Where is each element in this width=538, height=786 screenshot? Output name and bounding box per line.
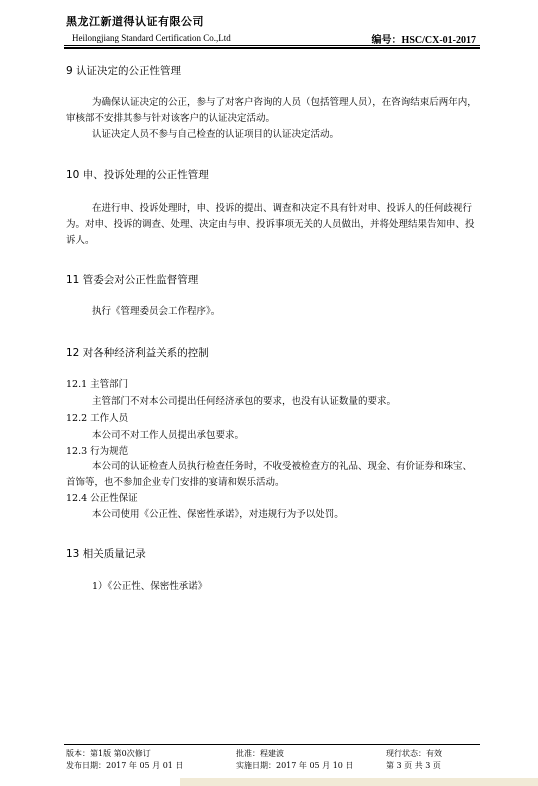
- section-12-3-title: 12.3 行为规范: [66, 446, 129, 457]
- document-code: 编号：HSC/CX-01-2017: [371, 35, 476, 46]
- section-11-heading: 11 管委会对公正性监督管理: [66, 274, 199, 286]
- section-12-1-text: 主管部门不对本公司提出任何经济承包的要求，也没有认证数量的要求。: [92, 396, 397, 407]
- footer-status: 现行状态：有效: [386, 749, 442, 758]
- section-10-paragraph-1: 在进行申、投诉处理时，申、投诉的提出、调查和决定不具有针对申、投诉人的任何歧视行为。对申、投诉的调查、处理、决定由与申、投诉事项无关的人员做出，并将处理结果告知申、投诉人。: [66, 203, 475, 246]
- page-bottom-band: [180, 778, 538, 786]
- company-name-zh: 黑龙江新道得认证有限公司: [66, 15, 204, 28]
- header-divider: [64, 45, 480, 46]
- section-12-4-text: 本公司使用《公正性、保密性承诺》，对违规行为予以处罚。: [92, 509, 344, 520]
- section-9-heading: 9 认证决定的公正性管理: [66, 65, 182, 77]
- section-13-heading: 13 相关质量记录: [66, 548, 146, 560]
- footer-page-number: 第 3 页 共 3 页: [386, 761, 441, 770]
- section-10-heading: 10 申、投诉处理的公正性管理: [66, 169, 209, 181]
- company-name-en: Heilongjiang Standard Certification Co.,Ltd: [72, 33, 231, 43]
- section-9-paragraph-1: 为确保认证决定的公正，参与了对客户咨询的人员（包括管理人员），在咨询结束后两年内，审核部不安排其参与针对该客户的认证决定活动。: [66, 97, 477, 124]
- section-12-1-title: 12.1 主管部门: [66, 379, 129, 390]
- section-9-paragraph-2: 认证决定人员不参与自己检查的认证项目的认证决定活动。: [92, 129, 340, 140]
- section-12-2-title: 12.2 工作人员: [66, 413, 129, 424]
- section-12-heading: 12 对各种经济利益关系的控制: [66, 347, 209, 359]
- footer-divider: [64, 744, 480, 745]
- footer-effective-date: 实施日期：2017 年 05 月 10 日: [236, 761, 354, 770]
- footer-issue-date: 发布日期：2017 年 05 月 01 日: [66, 761, 184, 770]
- section-13-item-1: 1）《公正性、保密性承诺》: [92, 581, 208, 592]
- section-12-3-text: 本公司的认证检查人员执行检查任务时，不收受被检查方的礼品、现金、有价证券和珠宝、首饰等，也不参加企业专门安排的宴请和娱乐活动。: [66, 461, 473, 488]
- header-divider-thick: [64, 47, 480, 49]
- section-11-paragraph-1: 执行《管理委员会工作程序》。: [92, 306, 221, 317]
- footer-version: 版本：第1版 第0次修订: [66, 749, 151, 758]
- section-12-2-text: 本公司不对工作人员提出承包要求。: [92, 430, 245, 441]
- footer-approver: 批准：程建波: [236, 749, 284, 758]
- section-12-4-title: 12.4 公正性保证: [66, 493, 138, 504]
